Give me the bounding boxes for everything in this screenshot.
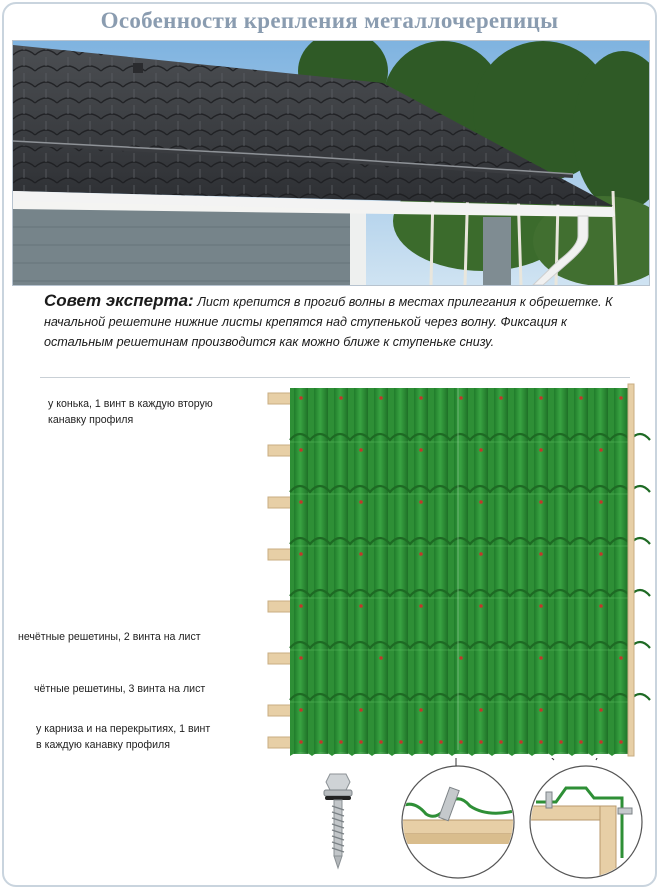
expert-tip-text: Лист крепится в прогиб волны в местах прилегания к обрешетке. К начальной решетине нижние листы крепятся над ступенькой через волну. Фиксация к остальным решетинам производится как можно ближе к ступеньке снизу. (44, 295, 613, 349)
screw-point (519, 740, 523, 744)
screw-point (499, 396, 503, 400)
screw-point (299, 448, 303, 452)
screw-point (539, 500, 543, 504)
roofing-screw-icon (318, 772, 358, 872)
screw-point (379, 740, 383, 744)
sheet-rib (374, 388, 388, 754)
ridge-label-line2: канавку профиля (48, 414, 134, 426)
screw-point (359, 500, 363, 504)
screw-point (439, 740, 443, 744)
screw-point (599, 604, 603, 608)
screw-point (419, 552, 423, 556)
page-title: Особенности крепления металлочерепицы (100, 8, 559, 33)
expert-tip (44, 291, 629, 352)
screw-point (619, 656, 623, 660)
screw-point (539, 708, 543, 712)
screw-point (579, 396, 583, 400)
roof-photo-illustration (13, 41, 649, 285)
sheet-rib (614, 388, 628, 754)
screw-point (359, 740, 363, 744)
sheet-rib (354, 388, 368, 754)
screw-point (599, 500, 603, 504)
screw-point (539, 656, 543, 660)
screw-point (359, 552, 363, 556)
screw-point (419, 448, 423, 452)
screw-point (559, 740, 563, 744)
right-batten-edge (628, 384, 634, 756)
sheet-rib (534, 388, 548, 754)
screw-point (459, 740, 463, 744)
ridge-label-line1: у конька, 1 винт в каждую вторую (48, 398, 213, 410)
sheet-rib (554, 388, 568, 754)
screw-point (299, 656, 303, 660)
screw-point (359, 604, 363, 608)
sheet-rib (314, 388, 328, 754)
screw-point (299, 740, 303, 744)
odd-battens-label: нечётные решетины, 2 винта на лист (18, 631, 201, 643)
eave-label-line2: в каждую канавку профиля (36, 739, 170, 751)
screw-point (619, 396, 623, 400)
screw-point (579, 740, 583, 744)
sheet-rib (494, 388, 508, 754)
screw-point (419, 604, 423, 608)
roof-photo (12, 40, 650, 286)
screw-point (399, 740, 403, 744)
sheet-rib (394, 388, 408, 754)
screw-point (619, 740, 623, 744)
screw-point (339, 740, 343, 744)
screw-point (539, 552, 543, 556)
sheet-rib (574, 388, 588, 754)
screw-point (479, 708, 483, 712)
screw-point (539, 448, 543, 452)
screw-point (499, 740, 503, 744)
screw-point (299, 604, 303, 608)
screw-point (359, 448, 363, 452)
screw-point (299, 708, 303, 712)
eave-label (36, 721, 210, 753)
screw-point (319, 740, 323, 744)
metal-tile-diagram (262, 380, 652, 770)
screw-point (459, 396, 463, 400)
screw-point (339, 396, 343, 400)
screw-point (419, 500, 423, 504)
eave-label-line1: у карниза и на перекрытиях, 1 винт (36, 723, 211, 735)
metal-tile-sheet (262, 380, 652, 770)
screw-point (539, 604, 543, 608)
screw-point (419, 708, 423, 712)
screw-point (539, 740, 543, 744)
screw-point (599, 740, 603, 744)
screw-point (479, 552, 483, 556)
sheet-rib (454, 388, 468, 754)
sheet-rib (594, 388, 608, 754)
screw-point (299, 552, 303, 556)
screw-point (479, 500, 483, 504)
even-battens-label: чётные решетины, 3 винта на лист (34, 683, 206, 695)
sheet-rib (294, 388, 308, 754)
expert-tip-lead: Совет эксперта: (44, 291, 194, 310)
screw-point (459, 656, 463, 660)
sheet-rib (514, 388, 528, 754)
screw-point (479, 448, 483, 452)
sheet-rib (334, 388, 348, 754)
screw-point (299, 396, 303, 400)
ridge-label (48, 396, 213, 428)
screw-point (479, 740, 483, 744)
screw-point (359, 708, 363, 712)
screw-point (599, 552, 603, 556)
sheet-rib (474, 388, 488, 754)
sheet-rib (434, 388, 448, 754)
divider (40, 377, 630, 378)
sheet-rib (414, 388, 428, 754)
screw-point (299, 500, 303, 504)
screw-point (419, 740, 423, 744)
screw-point (539, 396, 543, 400)
screw-point (479, 604, 483, 608)
screw-point (599, 448, 603, 452)
screw-point (599, 708, 603, 712)
screw-point (379, 656, 383, 660)
eave-fastening-detail (526, 758, 646, 882)
screw-point (379, 396, 383, 400)
trough-fastening-detail (398, 758, 518, 882)
screw-point (419, 396, 423, 400)
